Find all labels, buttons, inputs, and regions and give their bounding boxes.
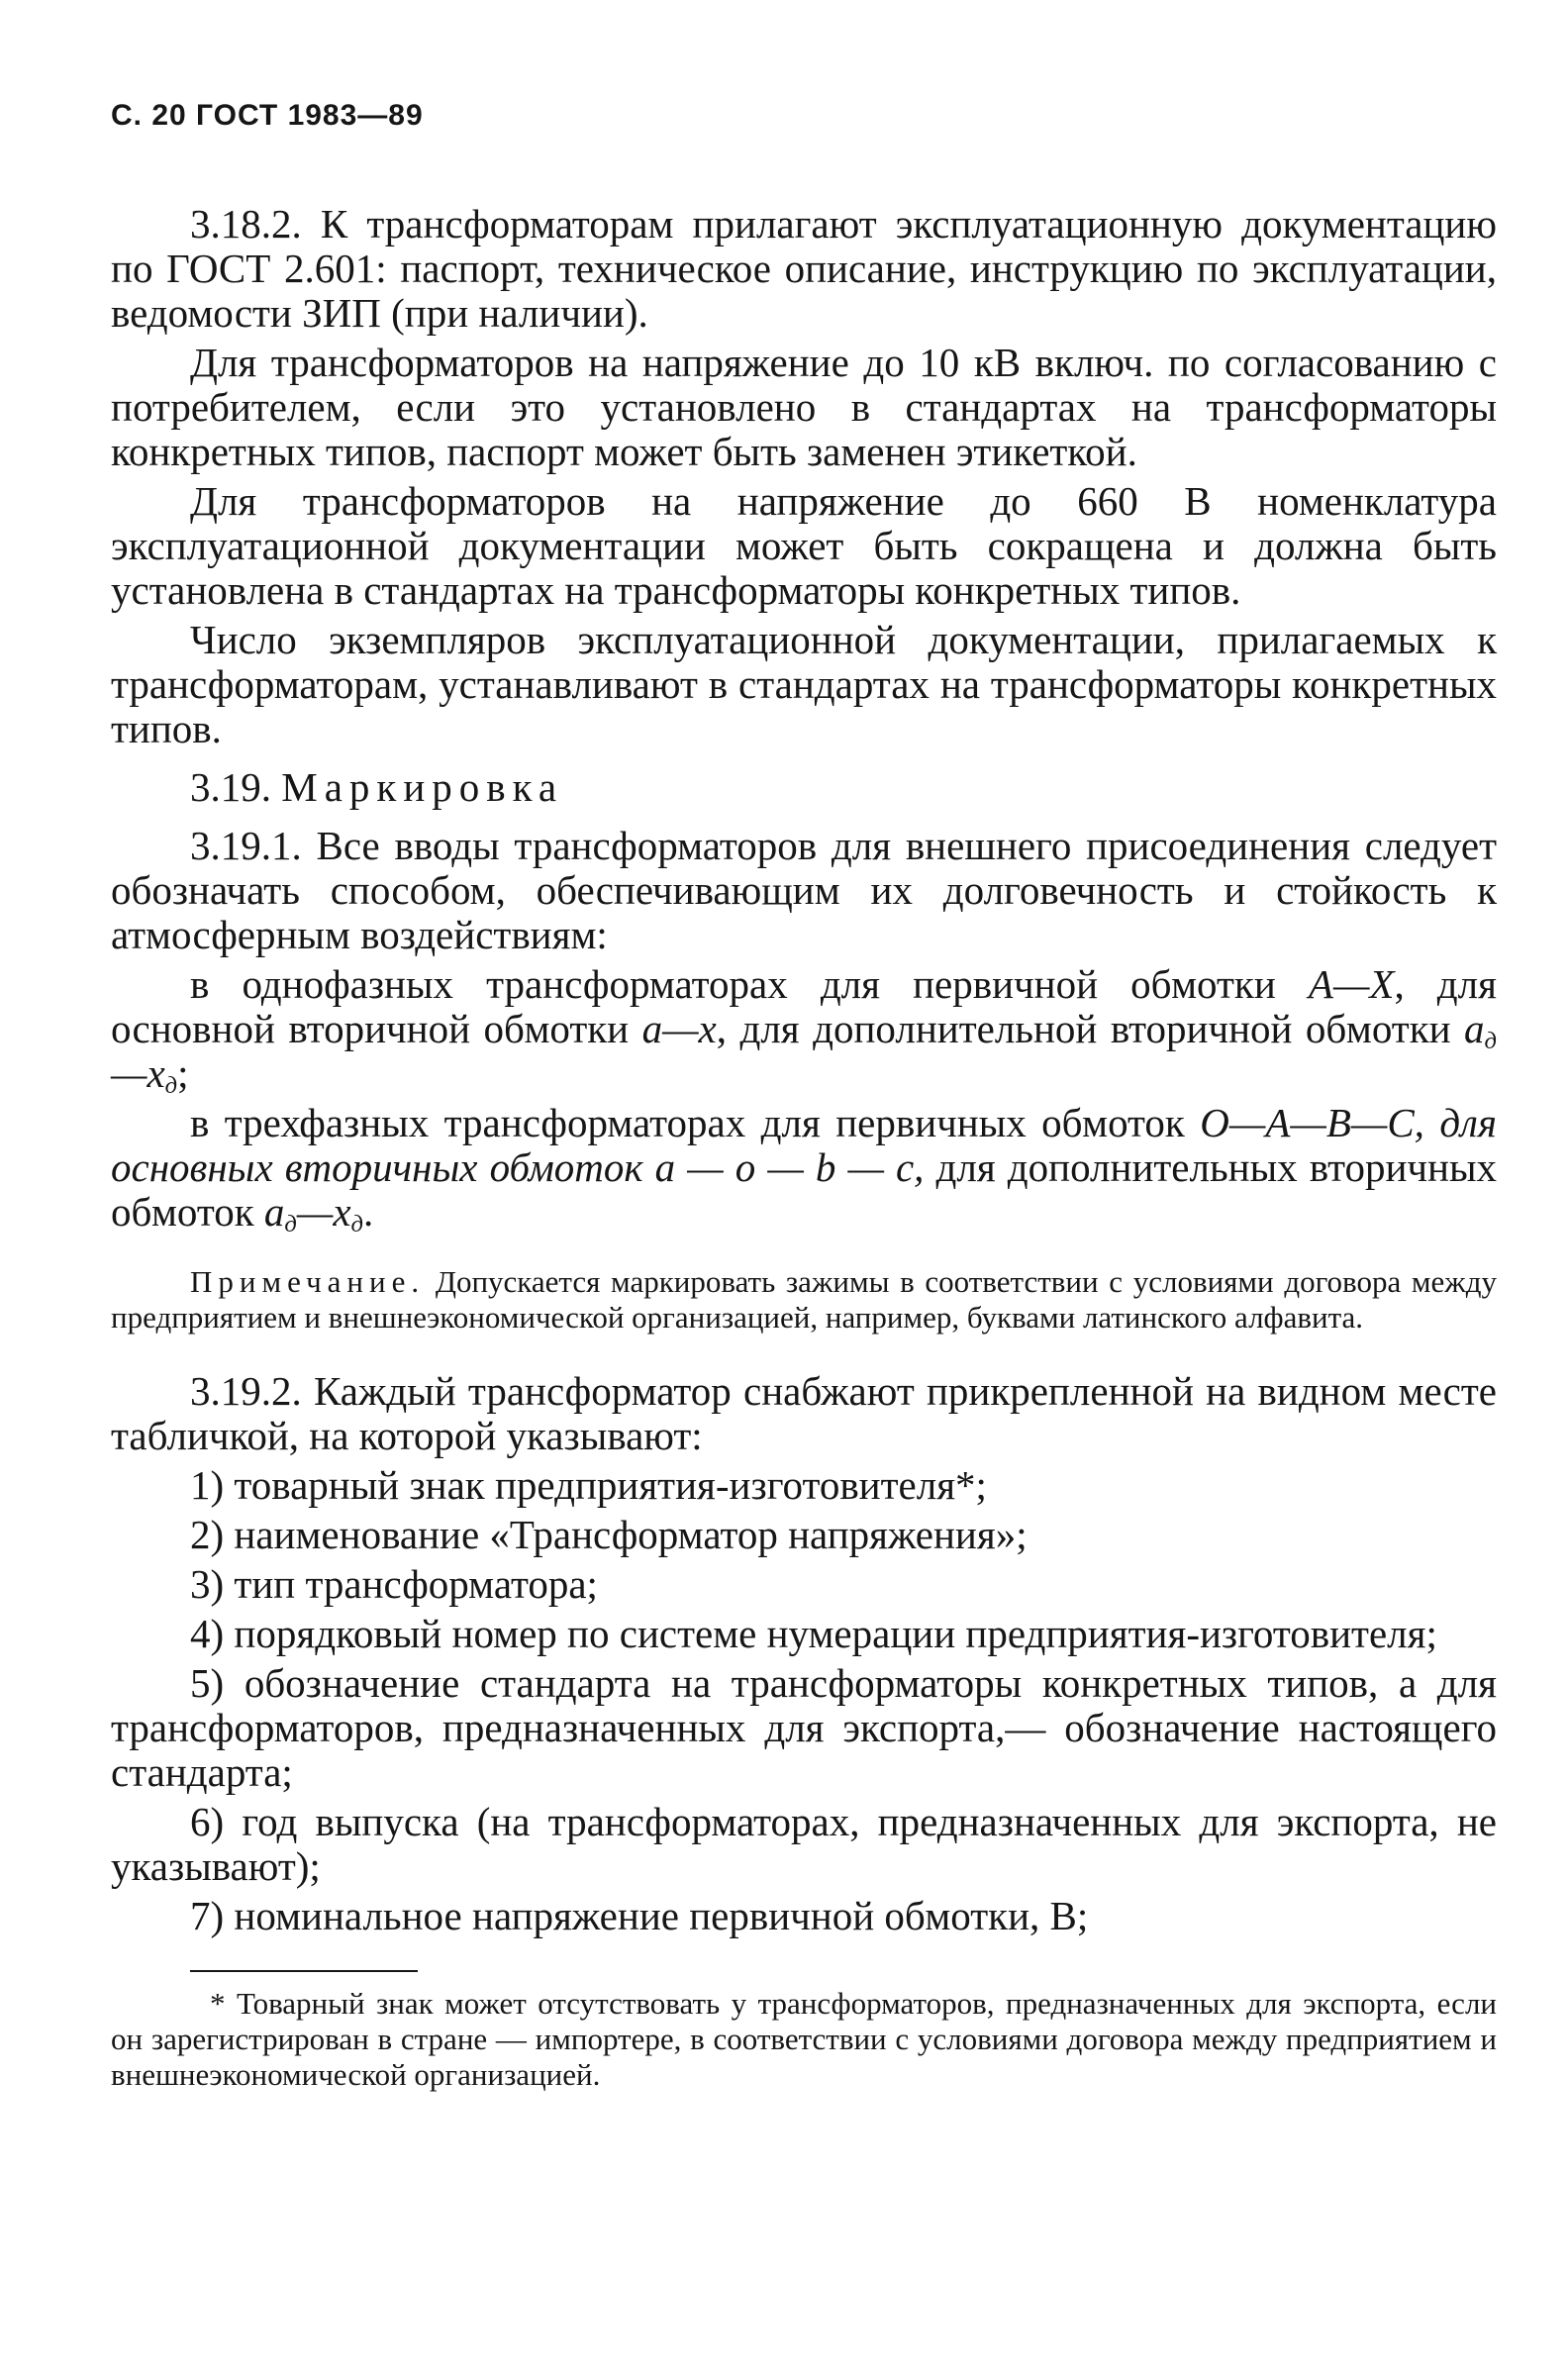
marking-subscript: д bbox=[164, 1072, 178, 1099]
single-phase-text-2: , для основной вторичной обмотки bbox=[111, 961, 1497, 1051]
list-item: 7) номинальное напряжение первичной обмотки, В; bbox=[190, 1893, 1089, 1938]
footnote-divider bbox=[190, 1970, 418, 1972]
list-item: 6) год выпуска (на трансформаторах, предназначенных для экспорта, не указывают); bbox=[111, 1799, 1497, 1889]
three-phase-text-1: в трехфазных трансформаторах для первичных обмоток bbox=[190, 1100, 1201, 1145]
document-page bbox=[111, 99, 1497, 2093]
marking-three-phase: O—A—B—C, для основных вторичных обмоток a — o — b — c, bbox=[111, 1100, 1497, 1190]
paragraph-3-18-2: 3.18.2. К трансформаторам прилагают эксплуатационную документацию по ГОСТ 2.601: паспорт, техническое описание, инструкцию по эксплуатации, ведомости ЗИП (при наличии). bbox=[111, 201, 1497, 336]
note-label: Примечание. bbox=[190, 1264, 426, 1299]
section-title: Маркировка bbox=[281, 764, 564, 810]
three-phase-text-2: для дополнительных вторичных обмоток bbox=[111, 1144, 1497, 1235]
marking-letter: x bbox=[147, 1050, 165, 1096]
note-block bbox=[111, 1264, 1497, 1336]
marking-subscript: д bbox=[1484, 1028, 1497, 1054]
marking-subscript: д bbox=[350, 1211, 363, 1237]
marking-secondary-single: a—x bbox=[641, 1006, 717, 1051]
marking-dash: — bbox=[111, 1050, 147, 1096]
note-text: Допускается маркировать зажимы в соответствии с условиями договора между предприятием и внешнеэкономической организацией, например, буквами латинского алфавита. bbox=[111, 1264, 1497, 1335]
paragraph-10kv: Для трансформаторов на напряжение до 10 кВ включ. по согласованию с потребителем, если это установлено в стандартах на трансформаторы конкретных типов, паспорт может быть заменен этикеткой. bbox=[111, 340, 1497, 474]
list-item: 4) порядковый номер по системе нумерации предприятия-изготовителя; bbox=[190, 1611, 1437, 1656]
marking-letter: a bbox=[1464, 1006, 1485, 1051]
list-item: 3) тип трансформатора; bbox=[190, 1561, 598, 1607]
punctuation: . bbox=[363, 1189, 374, 1235]
single-phase-text-1: в однофазных трансформаторах для первичной обмотки bbox=[190, 961, 1309, 1007]
list-item: 2) наименование «Трансформатор напряжения»; bbox=[190, 1512, 1028, 1557]
single-phase-text-3: , для дополнительной вторичной обмотки bbox=[716, 1006, 1465, 1051]
page-header: С. 20 ГОСТ 1983—89 bbox=[111, 99, 424, 132]
section-number: 3.19. bbox=[190, 764, 271, 810]
punctuation: ; bbox=[177, 1050, 189, 1096]
paragraph-3-19-2: 3.19.2. Каждый трансформатор снабжают прикрепленной на видном месте табличкой, на которой указывают: bbox=[111, 1368, 1497, 1458]
paragraph-single-phase bbox=[111, 961, 1497, 1099]
section-heading-3-19 bbox=[111, 765, 1497, 810]
paragraph-3-19-1: 3.19.1. Все вводы трансформаторов для внешнего присоединения следует обозначать способом, обеспечивающим их долговечность и стойкость к атмосферным воздействиям: bbox=[111, 823, 1497, 957]
marking-additional-three bbox=[264, 1189, 363, 1235]
marking-dash: — bbox=[296, 1189, 334, 1235]
list-item: 1) товарный знак предприятия-изготовителя*; bbox=[190, 1462, 987, 1508]
marking-subscript: д bbox=[284, 1211, 297, 1237]
marking-letter: a bbox=[263, 1189, 285, 1235]
marking-primary-single: A—X bbox=[1308, 961, 1395, 1007]
list-item: 5) обозначение стандарта на трансформаторы конкретных типов, а для трансформаторов, предназначенных для экспорта,— обозначение настоящего стандарта; bbox=[111, 1660, 1497, 1795]
paragraph-copies: Число экземпляров эксплуатационной документации, прилагаемых к трансформаторам, устанавливают в стандартах на трансформаторы конкретных типов. bbox=[111, 617, 1497, 751]
paragraph-three-phase bbox=[111, 1101, 1497, 1235]
paragraph-660v: Для трансформаторов на напряжение до 660 В номенклатура эксплуатационной документации может быть сокращена и должна быть установлена в стандартах на трансформаторы конкретных типов. bbox=[111, 478, 1497, 613]
footnote: * Товарный знак может отсутствовать у трансформаторов, предназначенных для экспорта, если он зарегистрирован в стране — импортере, в соответствии с условиями договора между предприятием и внешнеэкономической организацией. bbox=[111, 1986, 1497, 2092]
marking-letter: x bbox=[333, 1189, 351, 1235]
